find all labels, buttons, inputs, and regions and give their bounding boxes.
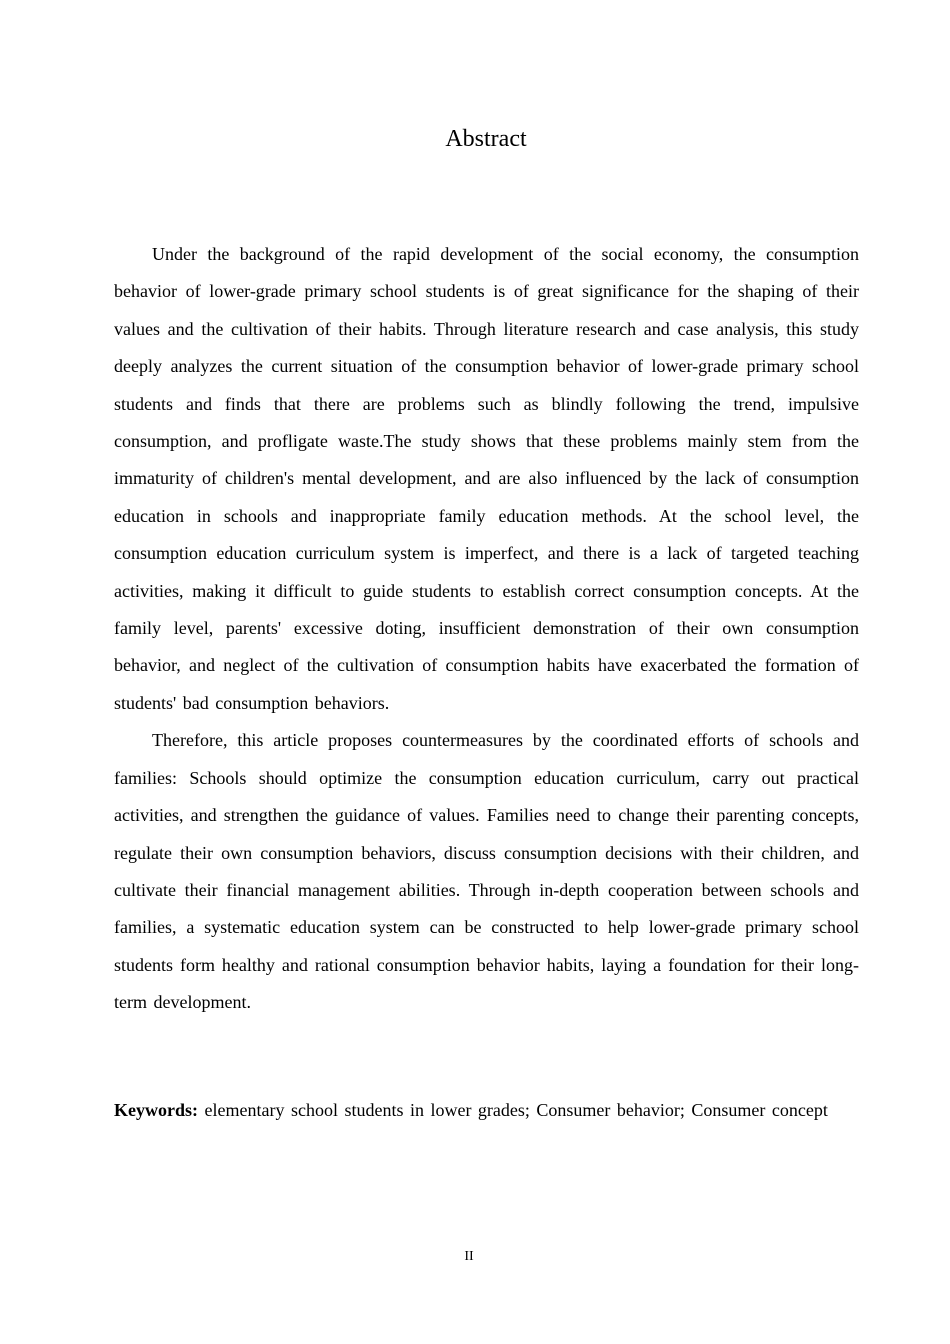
abstract-title: Abstract <box>445 126 527 152</box>
page-number: II <box>464 1249 474 1264</box>
keywords-label: Keywords: <box>114 1100 198 1120</box>
keywords-text: elementary school students in lower grades; Consumer behavior; Consumer concept <box>204 1100 828 1120</box>
abstract-paragraph-2: Therefore, this article proposes countermeasures by the coordinated efforts of schools and families: Schools should optimize the consumption education curriculum, carry out practical activities, and strengthen the guidance of values. Families need to change their parenting concepts, regulate their own consumption behaviors, discuss consumption decisions with their children, and cultivate their financial management abilities. Through in-depth cooperation between schools and families, a systematic education system can be constructed to help lower-grade primary school students form healthy and rational consumption behavior habits, laying a foundation for their long-term development. <box>114 730 859 1013</box>
abstract-body <box>114 236 859 1022</box>
abstract-paragraph-1: Under the background of the rapid development of the social economy, the consumption behavior of lower-grade primary school students is of great significance for the shaping of their values and the cultivation of their habits. Through literature research and case analysis, this study deeply analyzes the current situation of the consumption behavior of lower-grade primary school students and finds that there are problems such as blindly following the trend, impulsive consumption, and profligate waste.The study shows that these problems mainly stem from the immaturity of children's mental development, and are also influenced by the lack of consumption education in schools and inappropriate family education methods. At the school level, the consumption education curriculum system is imperfect, and there is a lack of targeted teaching activities, making it difficult to guide students to establish correct consumption concepts. At the family level, parents' excessive doting, insufficient demonstration of their own consumption behavior, and neglect of the cultivation of consumption habits have exacerbated the formation of students' bad consumption behaviors. <box>114 244 859 713</box>
keywords-line <box>114 1092 859 1129</box>
